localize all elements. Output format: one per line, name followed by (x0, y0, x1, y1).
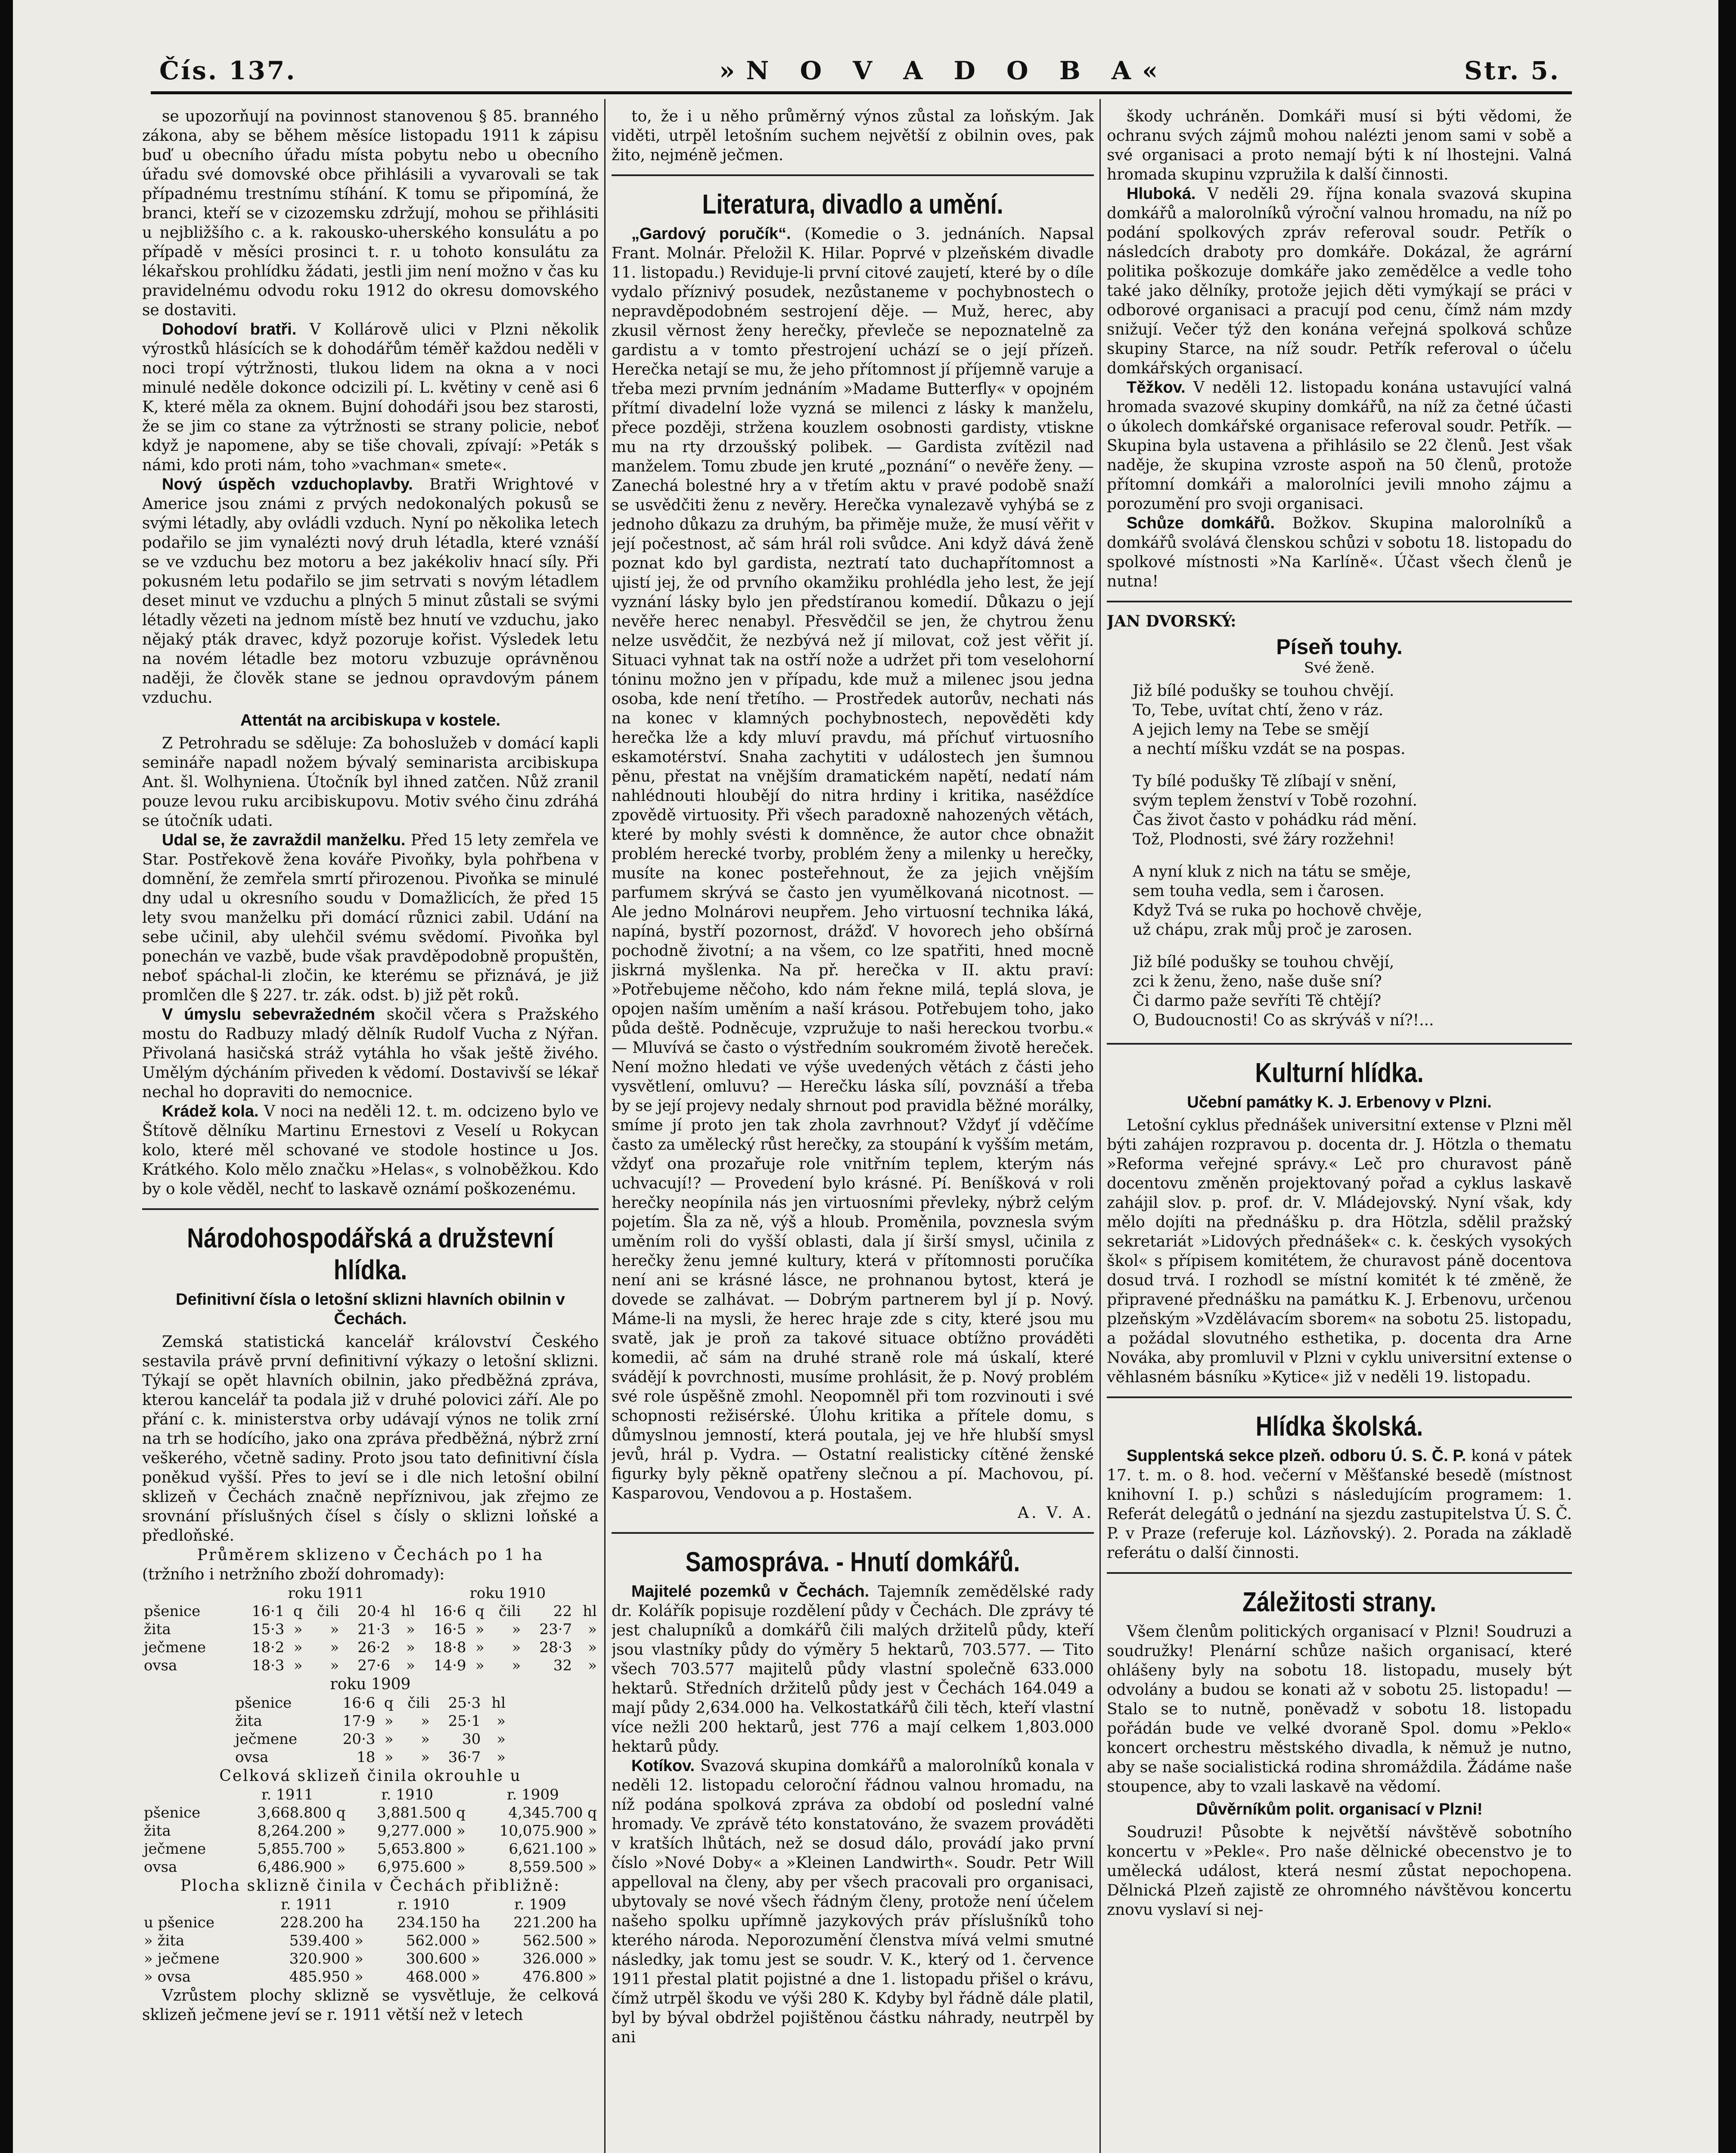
article-text: skočil včera s Pražského mostu do Radbuzy mladý dělník Rudolf Vucha z Nýřan. Přivolaná hasičská stráž vytáhla ho však ještě živého. Umělým dýcháním přiveden k vědomí. Dostavivší se lékař nechal ho dopraviti do nemocnice. (142, 1006, 599, 1101)
section-title: Národohospodářská a družstevní hlídka. (187, 1222, 554, 1285)
section-title: Hlídka školská. (1255, 1411, 1423, 1442)
poem-line: Čas život často v pohádku rád mění. (1133, 811, 1417, 829)
table-cell: 16·1 (252, 1603, 285, 1620)
poem-stanza (1107, 772, 1572, 849)
table-cell: 468.000 » (406, 1968, 480, 1985)
table-cell: 18·3 (252, 1657, 285, 1674)
poem-line: A nyní kluk z nich na tátu se směje, (1133, 863, 1411, 881)
table-row (142, 1840, 599, 1858)
section-rule (1107, 1043, 1572, 1045)
table-cell: » (512, 1621, 521, 1638)
poem-title: Píseň touhy. (1276, 635, 1403, 659)
table-cell: 21·3 (357, 1621, 390, 1638)
poem-line: To, Tebe, uvítat chtí, ženo v ráz. (1133, 701, 1384, 719)
table-cell: 25·1 (448, 1712, 481, 1730)
table-cell: 28·3 (539, 1639, 572, 1656)
article (142, 1005, 599, 1102)
table-cell: 16·5 (433, 1621, 466, 1638)
issue-number: Čís. 137. (159, 56, 297, 85)
article-text: V Kollárově ulici v Plzni několik výrostků hlásících se k dohodářům téměř každou neděli v noci tropí výtržnosti, tlukou lidem na okna a v noci minulé neděle dokonce odcizili pí. L. květiny v ceně asi 6 K, které měla za oknem. Bujní dohodáři jsou bez starosti, že se jim co stane za výtržnosti se strany policie, neboť když je napomene, aby se tiše chovali, zpívají: »Peták s námi, kdo proti nám, toho »vachman« smete«. (142, 321, 599, 474)
table-cell: » (384, 1712, 394, 1730)
table-row (233, 1748, 507, 1766)
article-text: Vzrůstem plochy sklizně se vysvětluje, že celková sklizeň ječmene jeví se r. 1911 větší než v letech (142, 1987, 599, 2024)
table-cell: žita (235, 1712, 262, 1730)
column-divider (604, 99, 606, 2153)
table-cell: » (475, 1639, 484, 1656)
article-heading: Udal se, že zavraždil manželku. (162, 831, 406, 849)
table-cell: 23·7 (539, 1621, 572, 1638)
article (612, 1756, 1094, 2047)
table-header-row (142, 1786, 599, 1804)
poem-line: Ty bílé podušky Tě zlíbají v snění, (1133, 772, 1397, 790)
article-heading: Hluboká. (1127, 185, 1196, 203)
table-caption: Celková sklizeň činila okrouhle u (219, 1767, 522, 1785)
table-row (142, 1858, 599, 1876)
table-header-cell (142, 1786, 227, 1804)
table-row (142, 1602, 599, 1620)
table-cell: 25·3 (448, 1694, 481, 1712)
table-caption: Plocha sklizně činila v Čechách přibližně: (180, 1877, 561, 1895)
column-divider (1099, 99, 1101, 2153)
table-row (142, 1638, 599, 1657)
table-row (142, 1968, 599, 1986)
article (142, 1102, 599, 1199)
section-rule (612, 174, 1094, 176)
poem-line: svým teplem ženství v Tobě rozohní. (1133, 792, 1417, 810)
section-rule (142, 1208, 599, 1210)
column-1 (142, 107, 599, 2153)
table-cell: 4,345.700 q (508, 1804, 597, 1821)
table-header-cell: r. 1910 (398, 1896, 450, 1913)
table-row (142, 1822, 599, 1840)
article-heading: Majitelé pozemků v Čechách. (631, 1582, 870, 1601)
table-cell: 5,653.800 » (377, 1840, 466, 1858)
poem-stanza (1107, 952, 1572, 1030)
page-number: Str. 5. (1464, 56, 1560, 85)
table-cell: » (475, 1621, 484, 1638)
table-cell: hl (583, 1603, 597, 1620)
table-header-row (142, 1896, 599, 1914)
table-cell: » (330, 1621, 339, 1638)
table-caption: Průměrem sklizeno v Čechách po 1 ha (197, 1546, 544, 1564)
article-text: V noci na neděli 12. t. m. odcizeno bylo ve Štítově dělníku Martinu Ernestovi z Veselí u Rokycan kolo, které měl schované ve stodole hostince u Jos. Krátkého. Kolo mělo značku »Helas«, s volnoběžkou. Kdo by o kole věděl, nechť to laskavě oznámí poškozenému. (142, 1103, 599, 1198)
article-text: to, že i u něho průměrný výnos zůstal za loňským. Jak viděti, utrpěl letošním suchem největší z obilnin oves, pak žito, nejméně ječmen. (612, 108, 1094, 164)
table-cell: 6,621.100 » (509, 1840, 597, 1858)
harvest-area-table (142, 1896, 599, 1986)
table-cell: čili (498, 1603, 521, 1620)
article-text: Zemská statistická kancelář království Českého sestavila právě první definitivní výkazy o letošní sklizni. Týkají se opět hlavních obilnin, jako předběžná zpráva, kterou kancelář ta podala již v druhé polovici září. Ale po přání c. k. ministerstva orby udávají výnos ne tolik zrní na trh se hodícího, jako ona zpráva předběžná, nýbrž zrní veškerého, včetně sadiny. Proto jsou tato definitivní čísla poněkud vyšší. Přes to jeví se i dle nich letošní obilní sklizeň v Čechách značně nepříznivou, jak zřejmo ze srovnání příslušných čísel s čísly o sklizni loňské a předloňské. (142, 1333, 599, 1545)
poem-stanza (1107, 681, 1572, 759)
article-heading: Schůze domkářů. (1127, 514, 1275, 532)
table-cell: 485.950 » (289, 1968, 363, 1985)
table-cell: žita (144, 1621, 171, 1638)
table-cell: 20·4 (357, 1603, 390, 1620)
masthead-title: »N O V A D O B A« (719, 56, 1169, 85)
table-cell: 228.200 ha (280, 1914, 363, 1931)
newspaper-page (13, 0, 1718, 2153)
table-cell: » (588, 1639, 597, 1656)
table-header-row (142, 1584, 599, 1602)
table-cell: q (293, 1603, 303, 1620)
article-text: V neděli 29. října konala svazová skupina domkářů a malorolníků výroční valnou hromadu, na níž po podání spolkových zpráv referoval soudr. Petřík o následcích draboty pro domkáře. Dokázal, že agrární politika poškozuje domkáře jako zemědělce a vedle toho také jako dělníky, protože jejich děti vymýkají se práci v odborové organisaci a pracují pod cenu, čímž nám mzdy snižují. Večer týž den konána veřejná spolková schůze skupiny Starce, na níž soudr. Petřík referoval o účelu domkářských organisací. (1107, 185, 1572, 377)
table-cell: 539.400 » (289, 1932, 363, 1949)
table-cell: » (384, 1731, 394, 1748)
table-cell: » (384, 1749, 394, 1766)
article-text: koná v pátek 17. t. m. o 8. hod. večerní v Měšťanské besedě (místnost knihovní I. p.) schůzi s následujícím programem: 1. Referát delegátů o jednání na sjezdu zastupitelstva Ú. S. Č. P. v Praze (referuje kol. Lázňovský). 2. Porada na základě referátu o další činnosti. (1107, 1447, 1572, 1562)
header-rule (151, 91, 1572, 94)
column-3 (1107, 107, 1572, 2153)
table-cell: 32 (553, 1657, 572, 1674)
article (142, 320, 599, 475)
table-cell: 562.500 » (522, 1932, 597, 1949)
poem-line: a nechtí míšku vzdát se na pospas. (1133, 740, 1406, 758)
section-title: Kulturní hlídka. (1255, 1057, 1424, 1088)
poem (1107, 681, 1572, 1030)
table-cell: » (475, 1657, 484, 1674)
article-heading: Definitivní čísla o letošní sklizni hlavních obilnin v Čechách. (176, 1291, 565, 1328)
article-text: Letošní cyklus přednášek universitní extense v Plzni měl býti zahájen rozpravou p. docenta dr. J. Hötzla o thematu »Reforma veřejné správy.« Leč pro churavost páně docentovu změněn projektovaný pořad a cyklus laskavě zahájil slov. p. prof. dr. V. Mládejovský. Nyní však, kdy mělo dojíti na přednášku p. dra Hötzla, sdělil pražský sekretariát »Lidových přednášek« c. k. českých vysokých škol« s přípisem komitétem, že churavost páně docentova dosud trvá. I rozhodl se místní komitét k té změně, že připravené přednášku na památku K. J. Erbenovu, určenou plzeňským »Vzdělávacím sborem« na sobotu 25. listopadu, a požádal slovutného esthetika, p. docenta dra Arne Nováka, aby promluvil v Plzni v cyklu universitní extense o věhlasném básníku »Kytice« již v neděli 19. listopadu. (1107, 1117, 1572, 1386)
table-cell: 27·6 (357, 1657, 390, 1674)
table-header-cell: r. 1909 (514, 1896, 566, 1913)
article-text: Božkov. Skupina malorolníků a domkářů svolává členskou schůzi v sobotu 18. listopadu do spolkové místnosti »Na Karlíně«. Účast všech členů je nutna! (1107, 515, 1572, 590)
poem-dedication: Své ženě. (1304, 659, 1375, 676)
yield-table-1909 (233, 1694, 507, 1766)
table-cell: 18·8 (433, 1639, 466, 1656)
table-cell: 20·3 (342, 1731, 376, 1748)
section-rule (1107, 1396, 1572, 1398)
table-cell: » (512, 1639, 521, 1656)
table-cell: 300.600 » (406, 1950, 480, 1967)
table-cell: 26·2 (357, 1639, 390, 1656)
table-row (233, 1694, 507, 1712)
table-cell: » (293, 1621, 303, 1638)
table-cell: » (588, 1657, 597, 1674)
table-cell: 3,668.800 q (257, 1804, 346, 1821)
table-cell: » (406, 1639, 415, 1656)
article-text: Bratři Wrightové v Americe jsou známi z prvých nedokonalých pokusů se svými létadly, aby ovládli vzduch. Nyní po několika letech podařilo se jim vynalézti nový druh létadla, které vznáší se ve vzduchu bez motoru a bez jakékoliv hnací síly. Při pokusném letu podařilo se jim setrvati s novým létadlem deset minut ve vzduchu a plných 5 minut zůstali se svými létadly vězeti na jednom místě bez hnutí ve vzduchu, jako nějaký pták dravec, když pozoruje kořist. Výsledek letu na novém létadle bez motoru vzbuzuje oprávněnou naději, že člověk stane se jednou opravdovým pánem vzduchu. (142, 476, 599, 707)
table-cell: u pšenice (144, 1914, 214, 1931)
table-cell: 15·3 (252, 1621, 285, 1638)
poem-line: už chápu, zrak můj proč je zarosen. (1133, 921, 1413, 939)
table-cell: » (293, 1657, 303, 1674)
table-cell: 6,975.600 » (377, 1858, 466, 1876)
table-cell: 8,559.500 » (509, 1858, 597, 1876)
article-heading: Důvěrníkům polit. organisací v Plzni! (1196, 1800, 1483, 1818)
table-cell: ječmene (144, 1639, 206, 1656)
table-row (142, 1932, 599, 1950)
table-cell: 3,881.500 q (377, 1804, 466, 1821)
table-cell: » žita (144, 1932, 185, 1949)
table-cell: q (475, 1603, 484, 1620)
table-header-cell: r. 1909 (507, 1786, 559, 1803)
article-text: V neděli 12. listopadu konána ustavující valná hromada svazové skupiny domkářů, na níž za četné účasti o úkolech domkářské organisace referoval soudr. Petřík. — Skupina byla ustavena a přihlásilo se 22 členů. Jest však naděje, že skupina vzroste aspoň na 50 členů, protože přítomní domkáři a malorolníci jevili mnoho zájmu a porozumění pro svoji organisaci. (1107, 379, 1572, 513)
article-heading: Učební památky K. J. Erbenovy v Plzni. (1187, 1093, 1492, 1111)
table-header-cell: r. 1911 (261, 1786, 314, 1803)
table-cell: 234.150 ha (397, 1914, 480, 1931)
table-caption: roku 1909 (330, 1675, 411, 1693)
table-cell: » (497, 1749, 506, 1766)
table-cell: 18 (357, 1749, 376, 1766)
table-cell: ovsa (235, 1749, 269, 1766)
article (1107, 184, 1572, 378)
poem-line: Již bílé podušky se touhou chvějí. (1133, 682, 1394, 700)
table-cell: 476.800 » (522, 1968, 597, 1985)
table-cell: » (293, 1639, 303, 1656)
table-header-cell (142, 1896, 248, 1914)
table-cell (142, 1584, 235, 1602)
table-cell: » (330, 1639, 339, 1656)
section-rule (1107, 601, 1572, 602)
article-heading: Krádež kola. (162, 1102, 259, 1120)
table-row (233, 1712, 507, 1730)
table-cell: roku 1911 (288, 1585, 364, 1602)
table-cell: 30 (462, 1731, 481, 1748)
section-title: Literatura, divadlo a umění. (702, 189, 1003, 220)
table-cell: » (421, 1712, 430, 1730)
poem-stanza (1107, 862, 1572, 940)
table-cell: » (421, 1749, 430, 1766)
article-heading: Supplentská sekce plzeň. odboru Ú. S. Č. P. (1127, 1447, 1466, 1465)
article (1107, 1446, 1572, 1563)
article-text: Svazová skupina domkářů a malorolníků konala v neděli 12. listopadu celoroční řádnou valnou hromadu, na níž podána spolková zpráva za období od poslední valné hromady. Ve zprávě této konstatováno, že svazem prováděti v kratších lhůtách, než se dosud dálo, provádí jako první číslo »Nové Doby« a »Kleinen Landwirth«. Soudr. Petr Will appelloval na členy, aby per všech pracovali pro organisaci, ubytovaly se nové všech řádným členy, protože není účelem našeho spolku upřímně jazykových práv příslušníků toho kterého národa. Neporozumění členstva mívá velmi smutné následky, jak tomu jest se soudr. V. K., který od 1. července 1911 přestal platit pojistné a dne 1. listopadu přišel o krávu, čímž utrpěl škodu ve výši 280 K. Kdyby byl řádně dále platil, byl by býval obdržel pojištěnou částku náhrady, neutrpěl by ani (612, 1757, 1094, 2046)
table-cell: hl (401, 1603, 415, 1620)
article-text: Všem členům politických organisací v Plzni! Soudruzi a soudružky! Plenární schůze našich organisací, které ohlášeny byly na sobotu 18. listopadu, musely být odvolány a budou se konati až v sobotu 25. listopadu! — Stalo se to nutně, poněvadž v sobotu 18. listopadu pořádán bude ve velké dvoraně Spol. domu »Peklo« koncert orchestru městského divadla, k němuž je nutno, aby se naše socialistická rodina shromáždila. Žádáme naše stoupence, aby to vzali laskavě na vědomí. (1107, 1623, 1572, 1796)
table-cell: 8,264.200 » (257, 1822, 346, 1840)
column-2 (612, 107, 1094, 2153)
article (142, 475, 599, 707)
table-cell: » (330, 1657, 339, 1674)
article-heading: Attentát na arcibiskupa v kostele. (240, 711, 500, 729)
article-text: (Komedie o 3. jednáních. Napsal Frant. Molnár. Přeložil K. Hilar. Poprvé v plzeňském divadle 11. listopadu.) Reviduje-li první citové zaujetí, které by o díle vydalo příznivý posudek, nezůstaneme v pochybnostech o nepravděpodobném sestrojení děje. — Muž, herec, aby zkusil věrnost ženy herečky, převleče se nepoznatelně za gardistu a v tomto přestrojení uchází se o její přízeň. Herečka netají se mu, že jeho přítomnost jí příjemně varuje a třeba mezi prvním jednáním »Madame Butterfly« v opojném přítmí divadelní lože vyzná se milenci z lásky k manželu, přece později, stržena kouzlem osobnosti gardisty, vtiskne mu na rty drzoušský polibek. — Gardista zvítězil nad manželem. Tomu zbude jen kruté „poznání“ o nevěře ženy. — Zanechá bolestné hry a v třetím aktu v pravé podobě snaží se usvědčiti ženu z nevěry. Herečka vynalezavě vyhýbá se z jednoho důkazu za druhým, ba přiměje muže, že musí věřit v její počestnost, ač sám hrál roli svůdce. Ani když dává ženě poznat kdo byl gardista, neztratí tato duchapřítomnost a ujistí jej, že od prvního okamžiku prohlédla jeho lest, že její vyznání lásky bylo jen předstíranou komedií. Důkazu o její nevěře herec nenabyl. Přesvědčil se jen, že chytrou ženu nelze usvědčit, že nezbývá než jí milovat, což jest věřit jí. Situaci vyhnat tak na ostří nože a udržet při tom veselohorní tóninu možno jen v případu, kde muž a milenec jsou jedna osoba, kde není třetího. — Prostředek autorův, nechati nás na konec v klamných pochybnostech, nepověděti kdy herečka lže a kdy mluví pravdu, má příchuť virtuosního eskamotérství. Snaha zachytiti v událostech jen šumnou pěnu, přestat na vnějším dramatickém napětí, nedatí nám nahlédnouti hloubějí do nitra hrdiny i kritika, naséždíce zpovědě virtuosity. Při všech paradoxně nahozených větách, které by mohly svésti k domněnce, že autor chce obnažit problém herecké tvorby, problém ženy a milenky u herečky, musíte na konec posteřehnout, že za jejich vnějším parfumem skrývá se často jen vyumělkovaná nicotnost. — Ale jedno Molnárovi neupřem. Jeho virtuosní technika láká, napíná, bystří pozornost, drážď. V hovorech jeho obšírná pochodně životní; a na všem, co lze spatřiti, hned mocně jiskrná myšlenka. Na př. herečka v II. aktu praví: »Potřebujeme něčoho, kdo nám řekne milá, teplá slova, je opojen naším uměním a naší krásou. Potřebujem toho, jako půda deště. Podněcuje, vzpružuje to naši hereckou tvorbu.« — Mluvívá se často o výstředním soukromém životě hereček. Není možno hledati ve výše uvedených větách z části jeho vysvětlení, omluvu? — Herečku láska sílí, povznáší a třeba by se její projevy nedaly shrnout pod pravidla běžné morálky, smíme jí proto jen tak zhola zavrhnout? Vždyť jí vděčíme často za umělecký růst herečky, za stoupání k vyšším metám, vždyť ona prozařuje role vnitřním teplem, kterým nás uchvacují!? — Provedení bylo krásné. Pí. Beníšková v roli herečky neopínila nás jen virtuosními převleky, nýbrž celým pojetím. Šla za ně, výš a hloub. Proměnila, povznesla svým uměním roli do vyšší oblasti, dala jí širší smysl, učinila z herečky ženu jemné kultury, která v přítomnosti poručíka není ani se krásné lásce, ne prohnanou bytost, která je dovede se zalhávat. — Dobrým partnerem byl jí p. Nový. Máme-li na mysli, že herec hraje zde s city, které jsou mu svatě, jak je proň za takové situace obtížno prováděti komedii, ač sám na druhé straně role má úskalí, které svádějí k povrchnosti, musíme prohlásit, že p. Nový problém své role úspěšně zmohl. Neopomněl při tom rozvinouti i své schopnosti režisérské. Úlohu kritika a přítele domu, s důmyslnou jemností, která poutala, jej ve hře hlubší smysl jevů, hrál p. Vydra. — Ostatní realisticky cítěné ženské figurky byly pěkně opatřeny slečnou a pí. Machovou, pí. Kasparovou, Vendovou a p. Hostašem. (612, 225, 1094, 1502)
table-row (233, 1730, 507, 1748)
table-cell: hl (491, 1694, 506, 1712)
table-cell: » (406, 1657, 415, 1674)
table-cell: ovsa (144, 1657, 177, 1674)
table-cell: 22 (553, 1603, 572, 1620)
article-text: se upozorňují na povinnost stanovenou § 85. branného zákona, aby se během měsíce listopadu 1911 k zápisu buď u obecního úřadu místa pobytu nebo u obecního úřadu své domovské obce přihlásili a vyvarovali se tak případnému trestnímu stíhání. K tomu se připomíná, že branci, kteří se v cizozemsku zdržují, mohou se přihlásiti u nejbližšího c. a k. rakousko-uherského konsulátu a po případě v měsíci prosinci t. r. u tohoto konsulátu za lékařskou prohlídku žádati, jestli jim není možno v čas ku pravidelnému odvodu roku 1912 do okresu domovského se dostaviti. (142, 108, 599, 319)
table-cell: čili (317, 1603, 339, 1620)
poem-line: Tož, Plodnosti, své žáry rozžehni! (1133, 831, 1395, 848)
table-cell: 17·9 (342, 1712, 376, 1730)
article-text: Před 15 lety zemřela ve Star. Postřekově žena kováře Pivoňky, byla pohřbena v domnění, že zemřela smrtí přirozenou. Pivoňka se minulé dny udal u okresního soudu v Domažlicích, že před 15 lety svou manželku při domácí různici zabil. Udání na sebe učinil, aby ulehčil svému svědomí. Pivoňka byl ponechán ve vazbě, bude však pravděpodobně propuštěn, neboť spáchal-li zločin, ke kterému se přiznává, je již promlčen dle § 227. tr. zák. odst. b) již pět roků. (142, 831, 599, 1004)
section-title: Záležitosti strany. (1242, 1586, 1437, 1617)
poem-author: JAN DVORSKÝ: (1107, 612, 1236, 630)
table-cell: » ječmene (144, 1950, 220, 1967)
poem-line: sem touha vedla, sem i čarosen. (1133, 882, 1385, 900)
article (612, 1582, 1094, 1756)
table-cell: 221.200 ha (513, 1914, 597, 1931)
article-heading: Kotíkov. (631, 1757, 695, 1775)
poem-line: Či darmo paže sevříti Tě chtějí? (1133, 992, 1382, 1010)
table-header-cell: r. 1911 (281, 1896, 333, 1913)
table-row (142, 1657, 599, 1675)
table-cell: čili (407, 1694, 430, 1712)
table-cell: ječmene (235, 1731, 298, 1748)
total-harvest-table (142, 1786, 599, 1876)
article-heading: V úmyslu sebevražedném (162, 1005, 376, 1024)
table-cell: pšenice (235, 1694, 292, 1712)
table-cell: 320.900 » (289, 1950, 363, 1967)
table-cell: » ovsa (144, 1968, 191, 1985)
table-row (142, 1950, 599, 1968)
table-cell: 16·6 (433, 1603, 466, 1620)
table-header-cell: r. 1910 (381, 1786, 433, 1803)
article-heading: Těžkov. (1127, 378, 1186, 397)
poem-line: Když Tvá se ruka po hochově chvěje, (1133, 902, 1422, 919)
table-cell: roku 1910 (469, 1585, 546, 1602)
article-heading: Dohodoví bratři. (162, 320, 297, 338)
section-rule (612, 1532, 1094, 1534)
table-cell: » (588, 1621, 597, 1638)
table-cell: q (384, 1694, 394, 1712)
article-heading: „Gardový poručík“. (631, 225, 791, 243)
signature: A. V. A. (1018, 1504, 1094, 1522)
table-row (142, 1914, 599, 1932)
table-caption: (tržního i netržního zboží dohromady): (142, 1566, 445, 1583)
poem-line: Již bílé podušky se touhou chvějí, (1133, 953, 1394, 971)
article-text: Z Petrohradu se sděluje: Za bohoslužeb v domácí kapli semináře napadl nožem bývalý seminarista arcibiskupa Ant. šl. Wolhyniena. Útočník byl ihned zatčen. Nůž zranil pouze levou ruku arcibiskupovu. Motiv svého činu zdráhá se útočník udati. (142, 735, 599, 830)
table-cell: » (421, 1731, 430, 1748)
article (1107, 514, 1572, 591)
table-cell: » (512, 1657, 521, 1674)
table-cell: » (406, 1621, 415, 1638)
table-row (142, 1620, 599, 1638)
section-rule (1107, 1572, 1572, 1574)
table-cell: ovsa (144, 1858, 177, 1876)
table-cell: 6,486.900 » (257, 1858, 346, 1876)
table-cell: 18·2 (252, 1639, 285, 1656)
table-cell: 9,277.000 » (377, 1822, 466, 1840)
article-text: Soudruzi! Působte k největší návštěvě sobotního koncertu v »Pekle«. Pro naše dělnické obecenstvo je to umělecká událost, která nesmí zůstat nepochopena. Dělnická Plzeň zajistě ze ohromného návštěvou koncertu znovu vyslaví si nej- (1107, 1824, 1572, 1919)
table-cell: 326.000 » (522, 1950, 597, 1967)
table-cell: 562.000 » (406, 1932, 480, 1949)
article-heading: Nový úspěch vzduchoplavby. (162, 475, 413, 493)
table-cell: 5,855.700 » (257, 1840, 346, 1858)
table-cell: pšenice (144, 1603, 201, 1620)
table-cell: ječmene (144, 1840, 206, 1858)
table-cell: 36·7 (448, 1749, 481, 1766)
poem-line: zci k ženu, ženo, naše duše sní? (1133, 973, 1382, 990)
article-text: škody uchráněn. Domkáři musí si býti vědomi, že ochranu svých zájmů mohou nalézti jenom sami v sobě a své organisaci a proto nemají býti k ní lhostejni. Valná hromada skupinu vzpružila k další činnosti. (1107, 108, 1572, 183)
table-row (142, 1804, 599, 1822)
table-cell: 10,075.900 » (499, 1822, 597, 1840)
article (1107, 378, 1572, 514)
table-cell: 14·9 (433, 1657, 466, 1674)
table-cell: žita (144, 1822, 171, 1840)
table-cell: 16·6 (342, 1694, 376, 1712)
article (142, 831, 599, 1005)
poem-line: O, Budoucnosti! Co as skrýváš v ní?!... (1133, 1011, 1434, 1029)
article-text: Tajemník zemědělské rady dr. Kolářík popisuje rozdělení půdy v Čechách. Dle zprávy té jest chalupníků a domkářů čili malých držitelů půdy, kteří jsou vlastníky půdy do výměry 5 hektarů, 703.577. — Tito všech 703.577 majitelů půdy vlastní společně 633.000 hektarů. Středních držitelů půdy jest v Čechách 164.049 a mají půdy 2,634.000 ha. Velkostatkářů čili těch, kteří vlastní více nežli 200 hektarů, jest 776 a mají celkem 1,803.000 hektarů půdy. (612, 1583, 1094, 1756)
table-cell: pšenice (144, 1804, 201, 1821)
table-cell: » (497, 1731, 506, 1748)
poem-line: A jejich lemy na Tebe se smějí (1133, 721, 1369, 738)
table-cell: » (497, 1712, 506, 1730)
article (612, 224, 1094, 1503)
yield-table-1911-1910 (142, 1584, 599, 1675)
section-title: Samospráva. - Hnutí domkářů. (685, 1546, 1020, 1577)
